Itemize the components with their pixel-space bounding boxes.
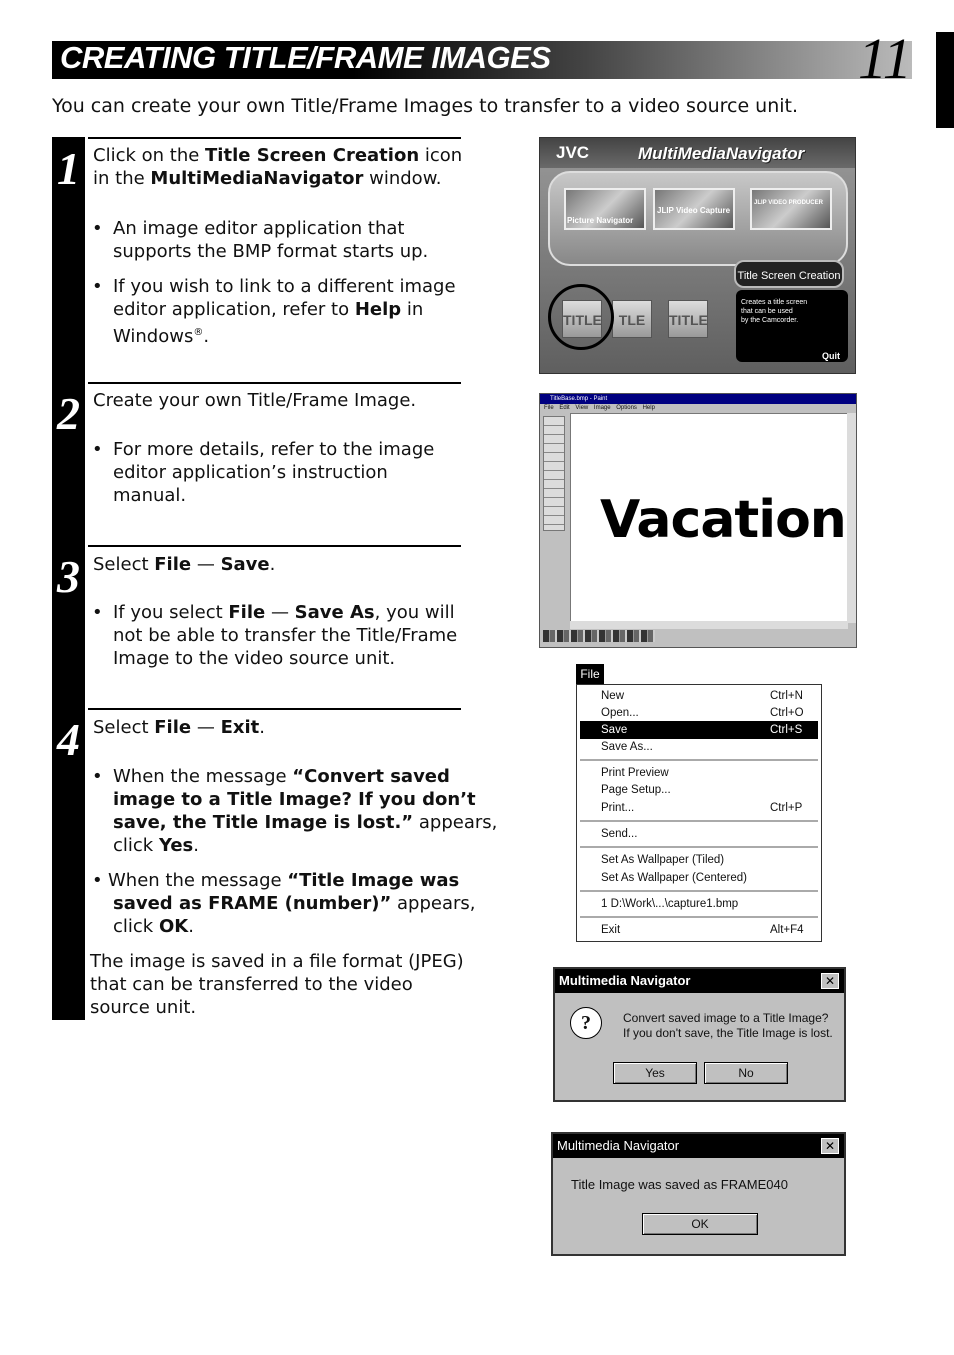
page-number: 11	[858, 26, 912, 91]
step-4-bullet-1: When the message “Convert saved image to a Title Image? If you don’t save, the Title Image is lost.” appears, click Yes.	[113, 766, 498, 856]
intro-text: You can create your own Title/Frame Images to transfer to a video source unit.	[52, 95, 799, 117]
no-button[interactable]: No	[704, 1062, 788, 1084]
bullet: •	[92, 766, 103, 787]
close-icon[interactable]: ✕	[821, 973, 839, 989]
dialog-title: Multimedia Navigator	[553, 1134, 844, 1158]
page-title: CREATING TITLE/FRAME IMAGES	[60, 40, 551, 75]
step-3-bullet-1: If you select File — Save As, you will not be able to transfer the Title/Frame Image to the video source unit.	[113, 602, 458, 669]
menu-separator	[580, 759, 818, 761]
paint-toolbox[interactable]	[543, 416, 565, 531]
step-3-text: Select File — Save.	[93, 554, 276, 575]
menu-item-print-preview[interactable]: Print Preview	[601, 767, 669, 779]
side-tab	[936, 32, 954, 128]
menu-item-print[interactable]: Print... Ctrl+P	[601, 802, 803, 814]
paint-window-title: TitleBase.bmp - Paint	[550, 396, 608, 402]
menu-item-save-as[interactable]: Save As...	[601, 741, 653, 753]
step-rule	[88, 382, 461, 384]
question-icon: ?	[570, 1007, 602, 1039]
step-rule	[88, 137, 461, 139]
menu-item-recent-file[interactable]: 1 D:\Work\...\capture1.bmp	[601, 898, 739, 910]
bullet: •	[92, 602, 103, 623]
step-4-bullet-2: When the message “Title Image was saved as FRAME (number)” appears, click OK.	[108, 870, 476, 937]
step-number: 3	[57, 551, 80, 602]
menu-separator	[580, 916, 818, 918]
jvc-logo: JVC	[556, 143, 590, 162]
step-number: 2	[57, 388, 80, 439]
step-number: 1	[57, 143, 80, 194]
step-rule	[88, 708, 461, 710]
step-2-bullet-1: For more details, refer to the image editor application’s instruction manual.	[113, 439, 435, 506]
paint-window	[539, 393, 857, 648]
menu-item-page-setup[interactable]: Page Setup...	[601, 784, 671, 796]
bullet: •	[92, 439, 103, 460]
saved-dialog	[551, 1132, 846, 1256]
dialog-message: Title Image was saved as FRAME040	[571, 1177, 788, 1192]
menu-item-new[interactable]: New Ctrl+N	[601, 690, 803, 702]
menu-item-exit[interactable]: Exit Alt+F4	[601, 924, 804, 936]
video-capture-label: JLIP Video Capture	[657, 206, 731, 215]
video-producer-button[interactable]	[750, 188, 832, 230]
title-screen-creation-button[interactable]: Title Screen Creation	[734, 260, 844, 288]
menu-separator	[580, 890, 818, 892]
highlight-circle	[548, 284, 614, 350]
step-4-note: The image is saved in a file format (JPEG) that can be transferred to the video source unit.	[90, 951, 464, 1018]
description-text: Creates a title screen that can be used by the Camcorder.	[741, 299, 808, 324]
horizontal-scrollbar[interactable]	[570, 621, 848, 629]
quit-button[interactable]: Quit	[822, 351, 840, 361]
title-transfer-icon[interactable]: TITLE	[668, 300, 708, 338]
step-1-bullet-1: An image editor application that supports the BMP format starts up.	[113, 218, 429, 262]
step-1-text: Click on the Title Screen Creation icon in the MultiMediaNavigator window.	[93, 145, 463, 189]
file-menu-dropdown	[576, 684, 822, 942]
ok-button[interactable]: OK	[642, 1213, 758, 1235]
menu-item-save[interactable]: Save Ctrl+S	[580, 721, 818, 739]
menu-item-send[interactable]: Send...	[601, 828, 638, 840]
color-palette[interactable]	[543, 630, 655, 642]
menu-item-open[interactable]: Open... Ctrl+O	[601, 707, 804, 719]
step-number: 4	[57, 714, 80, 765]
convert-dialog	[553, 967, 846, 1102]
paint-menubar[interactable]: File Edit View Image Options Help	[544, 405, 655, 411]
video-producer-label: JLIP VIDEO PRODUCER	[754, 200, 823, 206]
menu-item-wallpaper-tiled[interactable]: Set As Wallpaper (Tiled)	[601, 854, 725, 866]
multimedia-navigator-window	[539, 137, 856, 374]
file-menu	[576, 664, 822, 942]
step-4-text: Select File — Exit.	[93, 717, 265, 738]
dialog-title: Multimedia Navigator	[555, 969, 844, 993]
dialog-message: Convert saved image to a Title Image? If you don't save, the Title Image is lost.	[623, 1011, 833, 1040]
canvas-text: Vacation	[600, 490, 846, 550]
step-2-text: Create your own Title/Frame Image.	[93, 390, 417, 411]
yes-button[interactable]: Yes	[613, 1062, 697, 1084]
bullet: •	[92, 276, 103, 297]
picture-navigator-label: Picture Navigator	[567, 216, 634, 225]
vertical-scrollbar[interactable]	[847, 413, 856, 623]
step-rule	[88, 545, 461, 547]
bullet: •	[92, 870, 103, 891]
file-menu-label[interactable]: File	[576, 664, 604, 684]
mmn-title: MultiMediaNavigator	[638, 144, 805, 163]
bullet: •	[92, 218, 103, 239]
menu-item-wallpaper-centered[interactable]: Set As Wallpaper (Centered)	[601, 872, 747, 884]
frame-creation-icon[interactable]: TLE	[612, 300, 652, 338]
title-creation-icon[interactable]: TITLE	[562, 300, 602, 338]
close-icon[interactable]: ✕	[821, 1138, 839, 1154]
step-1-bullet-2: If you wish to link to a different image editor application, refer to Help in Windows®.	[113, 276, 456, 347]
menu-separator	[580, 846, 818, 848]
menu-separator	[580, 820, 818, 822]
